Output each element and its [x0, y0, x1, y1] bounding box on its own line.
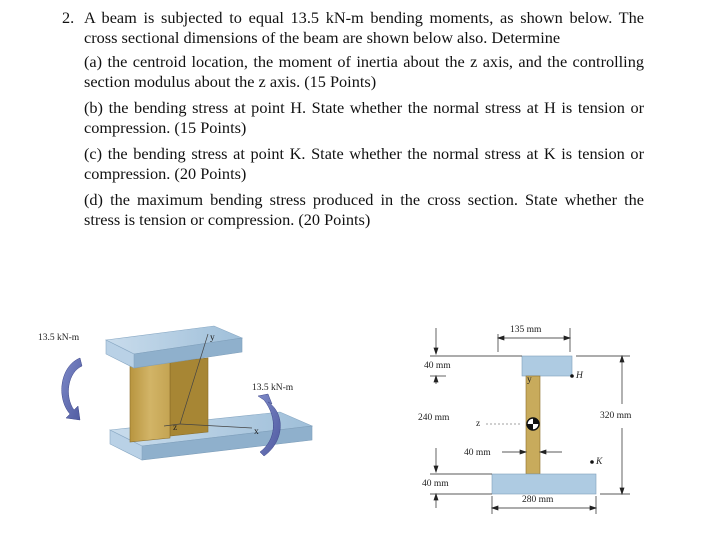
question-body: [84, 8, 644, 230]
dim-total-height-label: 320 mm: [600, 411, 632, 421]
part-d-label: (d): [84, 190, 103, 209]
point-h-label: H: [576, 371, 583, 381]
part-a-label: (a): [84, 52, 103, 71]
part-d: [84, 190, 644, 230]
dim-web-height-label: 240 mm: [418, 413, 450, 423]
beam-figure: [30, 318, 320, 518]
question-intro: A beam is subjected to equal 13.5 kN-m bending moments, as shown below. The cross sectional dimensions of the beam are shown below also. Determine: [84, 8, 644, 47]
part-c: [84, 144, 644, 184]
part-b: [84, 98, 644, 138]
dim-top-width-label: 135 mm: [510, 325, 542, 335]
part-a-text: the centroid location, the moment of inertia about the z axis, and the controlling section modulus about the z axis. (15 Points): [84, 52, 644, 91]
point-k-label: K: [596, 457, 603, 467]
part-a: [84, 52, 644, 92]
point-h-dot: [570, 374, 574, 378]
dim-web-thickness-label: 40 mm: [464, 448, 491, 458]
centroid-marker: [527, 418, 539, 430]
question-block: [62, 8, 644, 236]
dim-total-height: [576, 356, 630, 494]
part-d-text: the maximum bending stress produced in the cross section. State whether the stress is tension or compression. (20 Points): [84, 190, 645, 229]
point-k-dot: [590, 460, 594, 464]
section-top-flange: [522, 356, 572, 376]
moment-right-label: 13.5 kN-m: [252, 383, 294, 393]
section-bottom-flange: [492, 474, 596, 494]
left-moment-arrow: [62, 358, 82, 420]
part-b-text: the bending stress at point H. State whether the normal stress at H is tension or compression. (15 Points): [84, 98, 645, 137]
part-c-text: the bending stress at point K. State whether the normal stress at K is tension or compression. (20 Points): [84, 144, 644, 183]
dim-bottom-flange-label: 40 mm: [422, 479, 449, 489]
part-b-label: (b): [84, 98, 103, 117]
dim-bottom-width-label: 280 mm: [522, 495, 554, 505]
axis-x-label: x: [254, 427, 259, 437]
axis-y-label: y: [210, 333, 215, 343]
top-flange: [106, 326, 242, 368]
question-number: 2.: [62, 8, 75, 27]
section-axis-z: z: [476, 419, 481, 429]
part-c-label: (c): [84, 144, 103, 163]
section-axis-y: y: [527, 375, 532, 385]
section-figure: [410, 318, 650, 524]
dim-top-flange-label: 40 mm: [424, 361, 451, 371]
axis-z-label: z: [173, 423, 178, 433]
moment-left-label: 13.5 kN-m: [38, 333, 80, 343]
